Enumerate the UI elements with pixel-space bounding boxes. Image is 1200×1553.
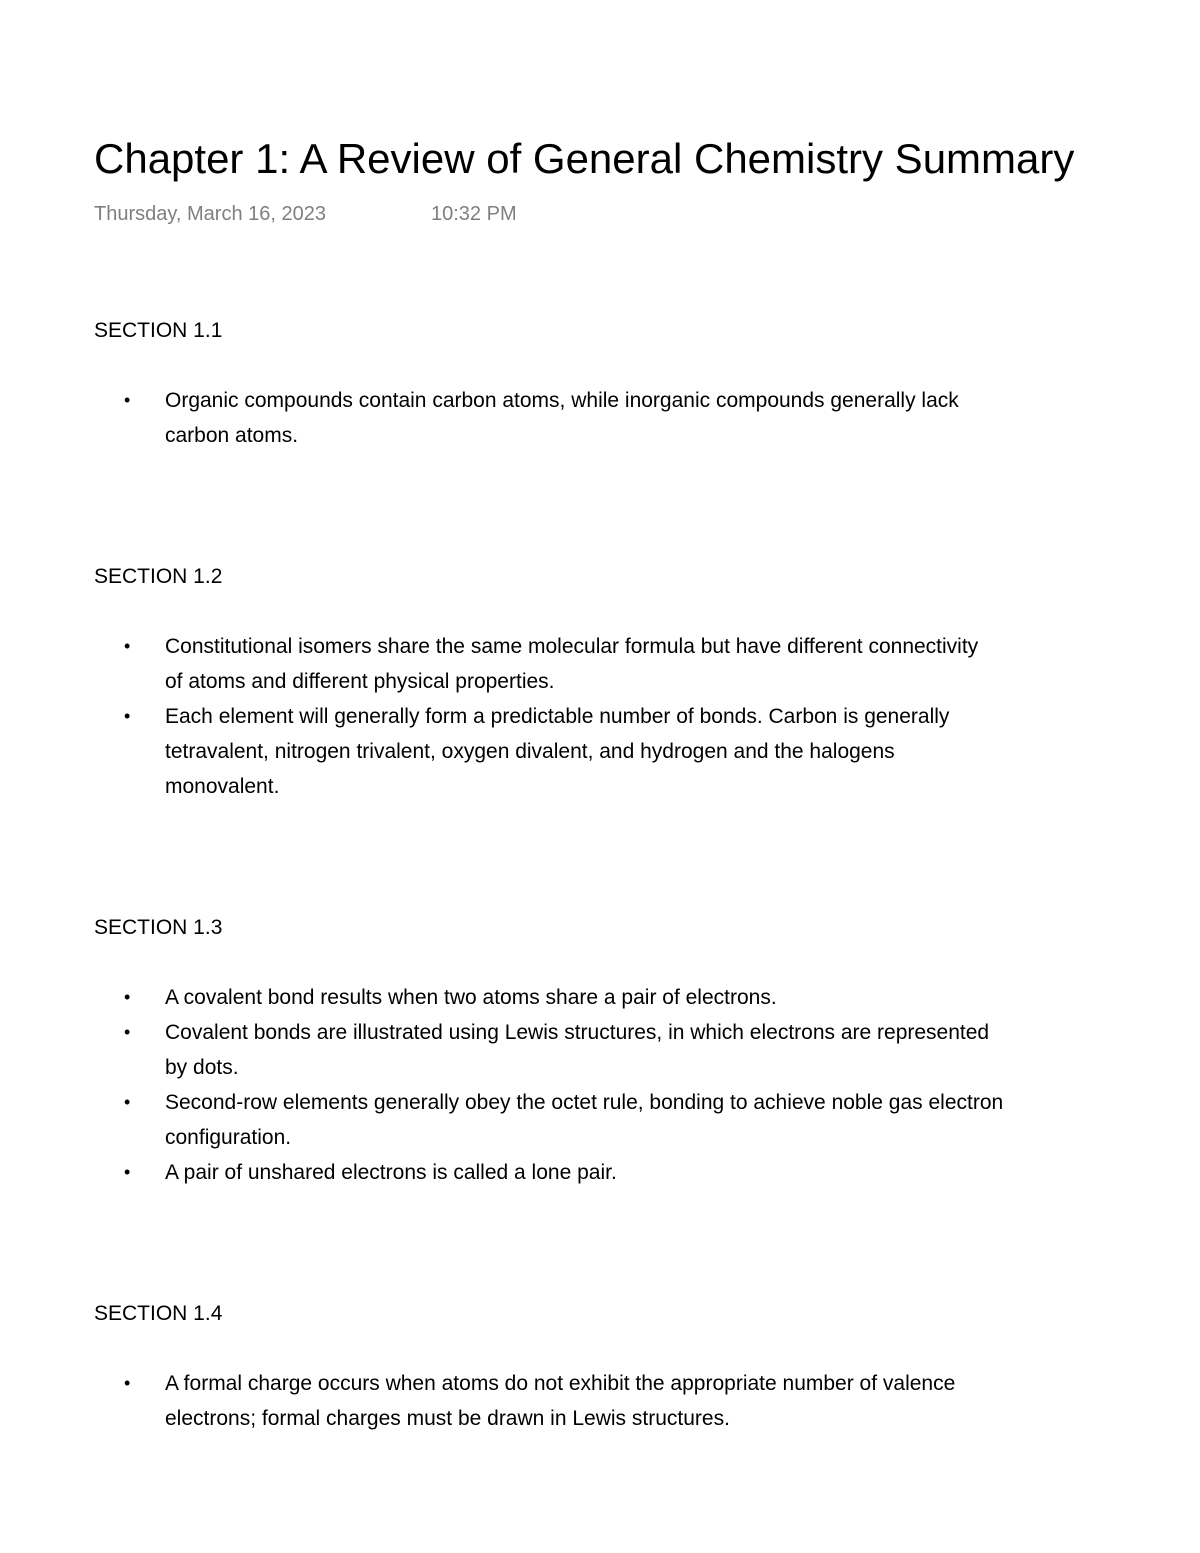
bullet-dot-icon: • xyxy=(124,390,131,410)
bullet-dot-icon: • xyxy=(124,1022,131,1042)
bullet-dot-icon: • xyxy=(124,1092,131,1112)
section-1-2 xyxy=(94,562,1200,798)
list-item xyxy=(94,1155,1200,1190)
section-heading: SECTION 1.4 xyxy=(94,1302,223,1325)
page-time: 10:32 PM xyxy=(431,203,517,225)
bullet-text-line: A covalent bond results when two atoms share a pair of electrons. xyxy=(165,986,777,1009)
bullet-text-line: A pair of unshared electrons is called a lone pair. xyxy=(165,1161,617,1184)
section-1-3 xyxy=(94,913,1200,1184)
bullet-text-line: of atoms and different physical properties. xyxy=(165,670,555,693)
list-item xyxy=(94,629,1200,699)
bullet-list xyxy=(94,383,1200,453)
list-item xyxy=(94,1015,1200,1085)
list-item xyxy=(94,1085,1200,1155)
list-item xyxy=(94,699,1200,804)
bullet-text-line: carbon atoms. xyxy=(165,424,299,447)
bullet-text-line: Second-row elements generally obey the octet rule, bonding to achieve noble gas electron xyxy=(165,1091,1004,1114)
bullet-text-line: configuration. xyxy=(165,1126,292,1149)
bullet-text-line: monovalent. xyxy=(165,775,280,798)
bullet-dot-icon: • xyxy=(124,1373,131,1393)
bullet-text-line: electrons; formal charges must be drawn in Lewis structures. xyxy=(165,1407,730,1430)
bullet-list xyxy=(94,1366,1200,1436)
bullet-dot-icon: • xyxy=(124,636,131,656)
list-item xyxy=(94,1366,1200,1436)
page-timestamp xyxy=(94,200,517,228)
bullet-list xyxy=(94,629,1200,804)
section-1-4 xyxy=(94,1299,1200,1430)
bullet-dot-icon: • xyxy=(124,987,131,1007)
bullet-dot-icon: • xyxy=(124,1162,131,1182)
list-item xyxy=(94,980,1200,1015)
page-date: Thursday, March 16, 2023 xyxy=(94,203,326,225)
bullet-dot-icon: • xyxy=(124,706,131,726)
bullet-text-line: by dots. xyxy=(165,1056,239,1079)
bullet-text-line: Organic compounds contain carbon atoms, while inorganic compounds generally lack xyxy=(165,389,959,412)
section-heading: SECTION 1.1 xyxy=(94,319,223,342)
bullet-text-line: Covalent bonds are illustrated using Lewis structures, in which electrons are represented xyxy=(165,1021,990,1044)
section-heading: SECTION 1.3 xyxy=(94,916,223,939)
section-heading: SECTION 1.2 xyxy=(94,565,223,588)
bullet-text-line: Constitutional isomers share the same molecular formula but have different connectivity xyxy=(165,635,979,658)
page-title: Chapter 1: A Review of General Chemistry Summary xyxy=(94,135,1075,182)
bullet-text-line: tetravalent, nitrogen trivalent, oxygen divalent, and hydrogen and the halogens xyxy=(165,740,895,763)
bullet-list xyxy=(94,980,1200,1190)
bullet-text-line: A formal charge occurs when atoms do not exhibit the appropriate number of valence xyxy=(165,1372,956,1395)
section-1-1 xyxy=(94,316,1200,447)
list-item xyxy=(94,383,1200,453)
bullet-text-line: Each element will generally form a predictable number of bonds. Carbon is generally xyxy=(165,705,950,728)
